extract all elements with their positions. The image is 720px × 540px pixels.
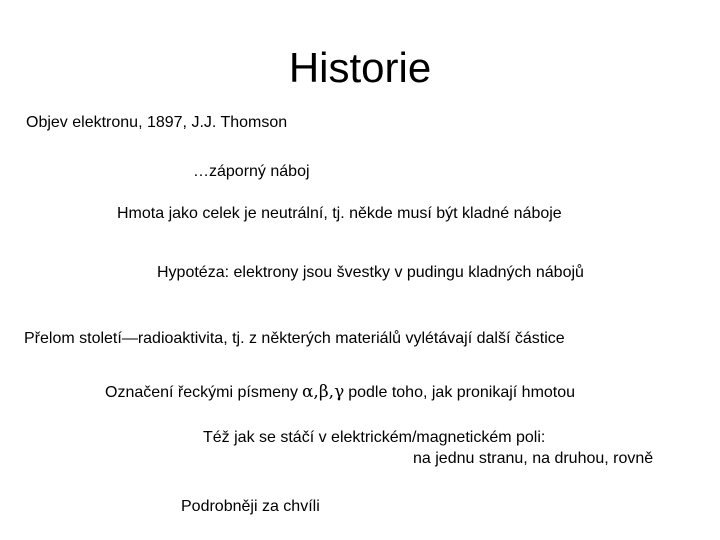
text-line-deflection-directions: na jednu stranu, na druhou, rovně xyxy=(413,450,654,467)
text-line-electron-discovery: Objev elektronu, 1897, J.J. Thomson xyxy=(26,114,288,131)
text-line-neutral-matter: Hmota jako celek je neutrální, tj. někde musí být kladné náboje xyxy=(117,205,562,222)
text-line-greek-letters xyxy=(105,382,575,403)
greek-letters-suffix: podle toho, jak pronikají hmotou xyxy=(348,384,576,401)
text-line-plum-pudding-hypothesis: Hypotéza: elektrony jsou švestky v pudingu kladných nábojů xyxy=(157,264,584,281)
slide-title: Historie xyxy=(288,44,432,91)
text-line-radioactivity: Přelom století—radioaktivita, tj. z některých materiálů vylétávají další částice xyxy=(24,330,565,347)
text-line-field-deflection: Též jak se stáčí v elektrickém/magnetickém poli: xyxy=(203,429,546,446)
greek-letters-symbols: α,β,γ xyxy=(301,382,345,402)
greek-letters-label: Označení řeckými písmeny xyxy=(105,384,298,401)
text-line-more-later: Podrobněji za chvíli xyxy=(181,498,320,515)
text-line-negative-charge: …záporný náboj xyxy=(193,163,310,180)
